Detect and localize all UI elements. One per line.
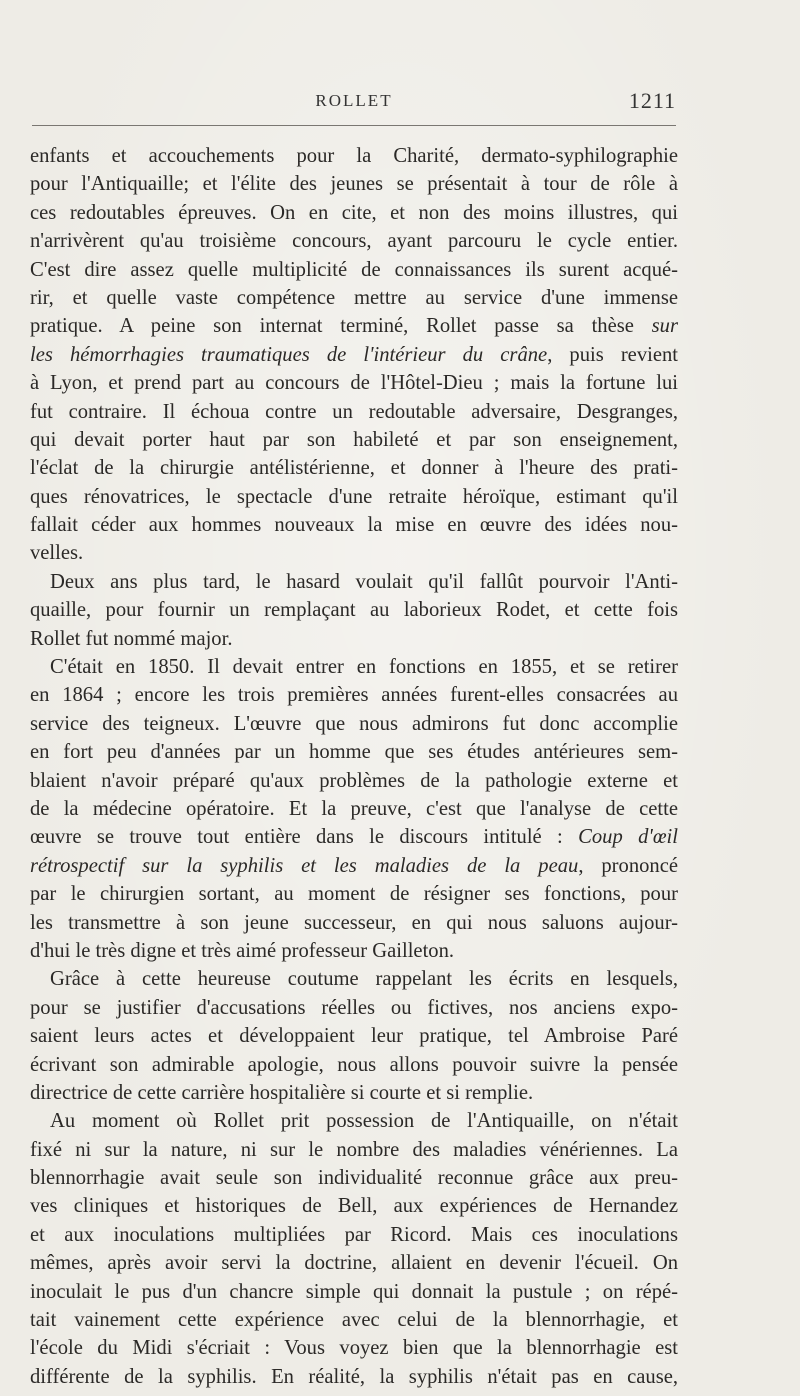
text-segment: œuvre se trouve tout entière dans le discours intitulé : [30, 826, 579, 849]
text-segment: en 1864 ; encore les trois premières années furent-elles consacrées au [30, 684, 678, 707]
text-line [30, 1221, 678, 1249]
text-line [30, 1079, 678, 1107]
header-rule [32, 125, 676, 126]
running-title: ROLLET [315, 91, 393, 110]
text-segment: rir, et quelle vaste compétence mettre au service d'une immense [30, 286, 678, 309]
text-segment: enfants et accouchements pour la Charité, dermato-syphilographie [30, 145, 678, 167]
body-text [30, 142, 678, 1391]
text-line [30, 1051, 678, 1079]
text-line [30, 199, 678, 227]
text-segment: par le chirurgien sortant, au moment de résigner ses fonctions, pour [30, 883, 678, 906]
text-segment: l'éclat de la chirurgie antélistérienne, et donner à l'heure des prati- [30, 457, 678, 480]
text-line [30, 341, 678, 369]
text-segment: fallait céder aux hommes nouveaux la mise en œuvre des idées nou- [30, 514, 678, 537]
text-segment: pour se justifier d'accusations réelles ou fictives, nos anciens expo- [30, 996, 678, 1019]
text-line [30, 795, 678, 823]
text-segment: l'école du Midi s'écriait : Vous voyez bien que la blennorrhagie est [30, 1337, 678, 1360]
text-line [30, 483, 678, 511]
text-segment: quaille, pour fournir un remplaçant au laborieux Rodet, et cette fois [30, 599, 678, 622]
text-segment: directrice de cette carrière hospitalière si courte et si remplie. [30, 1081, 534, 1104]
text-segment: C'est dire assez quelle multiplicité de connaissances ils surent acqué- [30, 258, 678, 281]
text-line [30, 1022, 678, 1050]
text-segment: , puis revient [547, 343, 678, 366]
text-line [30, 625, 678, 653]
text-line [30, 937, 678, 965]
text-line [30, 1363, 678, 1391]
text-segment: inoculait le pus d'un chancre simple qui donnait la pustule ; on répé- [30, 1280, 678, 1303]
text-line [30, 965, 678, 993]
page-number: 1211 [628, 88, 676, 113]
italic-segment: rétrospectif sur la syphilis et les maladies de la peau [30, 854, 579, 877]
text-line [30, 596, 678, 624]
text-segment: qui devait porter haut par son habileté et par son enseignement, [30, 428, 678, 451]
text-line [30, 823, 678, 851]
text-line [30, 738, 678, 766]
text-line [30, 880, 678, 908]
text-line [30, 1107, 678, 1135]
text-segment: ves cliniques et historiques de Bell, aux expériences de Hernandez [30, 1195, 678, 1218]
text-segment: pratique. A peine son internat terminé, Rollet passe sa thèse [30, 315, 652, 338]
text-line [30, 909, 678, 937]
text-segment: C'était en 1850. Il devait entrer en fonctions en 1855, et se retirer [50, 656, 678, 679]
text-line [30, 681, 678, 709]
text-line [30, 767, 678, 795]
text-line [30, 539, 678, 567]
text-segment: n'arrivèrent qu'au troisième concours, ayant parcouru le cycle entier. [30, 230, 678, 253]
text-line [30, 511, 678, 539]
text-line [30, 312, 678, 340]
text-line [30, 1164, 678, 1192]
text-segment: Rollet fut nommé major. [30, 627, 233, 650]
text-segment: d'hui le très digne et très aimé professeur Gailleton. [30, 939, 455, 962]
text-line [30, 227, 678, 255]
text-segment: saient leurs actes et développaient leur pratique, tel Ambroise Paré [30, 1025, 678, 1048]
text-line [30, 398, 678, 426]
text-line [30, 454, 678, 482]
text-segment: blennorrhagie avait seule son individualité reconnue grâce aux preu- [30, 1167, 678, 1190]
italic-segment: les hémorrhagies traumatiques de l'intérieur du crâne [30, 343, 548, 366]
text-segment: les transmettre à son jeune successeur, en qui nous saluons aujour- [30, 911, 678, 934]
text-line [30, 170, 678, 198]
text-segment: ces redoutables épreuves. On en cite, et non des moins illustres, qui [30, 201, 678, 224]
text-segment: ques rénovatrices, le spectacle d'une retraite héroïque, estimant qu'il [30, 485, 678, 508]
text-segment: pour l'Antiquaille; et l'élite des jeunes se présentait à tour de rôle à [30, 173, 678, 196]
text-segment: différente de la syphilis. En réalité, la syphilis n'était pas en cause, [30, 1365, 678, 1388]
text-segment: fixé ni sur la nature, ni sur le nombre des maladies vénériennes. La [30, 1138, 678, 1161]
text-line [30, 1249, 678, 1277]
text-line [30, 369, 678, 397]
text-line [30, 653, 678, 681]
text-line [30, 994, 678, 1022]
text-line [30, 1334, 678, 1362]
text-segment: Au moment où Rollet prit possession de l'Antiquaille, on n'était [50, 1110, 678, 1133]
italic-segment: sur [651, 315, 678, 338]
text-segment: en fort peu d'années par un homme que ses études antérieures sem- [30, 741, 678, 764]
text-segment: écrivant son admirable apologie, nous allons pouvoir suivre la pensée [30, 1053, 678, 1076]
text-segment: à Lyon, et prend part au concours de l'Hôtel-Dieu ; mais la fortune lui [30, 372, 678, 395]
text-line [30, 568, 678, 596]
text-line [30, 1278, 678, 1306]
text-segment: Grâce à cette heureuse coutume rappelant les écrits en lesquels, [50, 968, 678, 991]
text-segment: de la médecine opératoire. Et la preuve, c'est que l'analyse de cette [30, 797, 678, 820]
text-line [30, 256, 678, 284]
text-line [30, 1136, 678, 1164]
text-segment: Deux ans plus tard, le hasard voulait qu'il fallût pourvoir l'Anti- [50, 570, 678, 593]
text-line [30, 284, 678, 312]
text-line [30, 426, 678, 454]
text-segment: tait vainement cette expérience avec celui de la blennorrhagie, et [30, 1309, 678, 1332]
text-segment: blaient n'avoir préparé qu'aux problèmes de la pathologie externe et [30, 769, 678, 792]
text-segment: et aux inoculations multipliées par Ricord. Mais ces inoculations [30, 1223, 678, 1246]
page-header [32, 88, 676, 120]
text-line [30, 852, 678, 880]
italic-segment: Coup d'œil [578, 826, 679, 849]
text-segment: mêmes, après avoir servi la doctrine, allaient en devenir l'écueil. On [30, 1252, 678, 1275]
text-segment: velles. [30, 542, 84, 565]
text-segment: , prononcé [578, 854, 679, 877]
text-line [30, 710, 678, 738]
text-line [30, 1192, 678, 1220]
text-line [30, 1306, 678, 1334]
text-segment: fut contraire. Il échoua contre un redoutable adversaire, Desgranges, [30, 400, 678, 423]
text-line [30, 142, 678, 170]
text-segment: service des teigneux. L'œuvre que nous admirons fut donc accomplie [30, 712, 678, 735]
